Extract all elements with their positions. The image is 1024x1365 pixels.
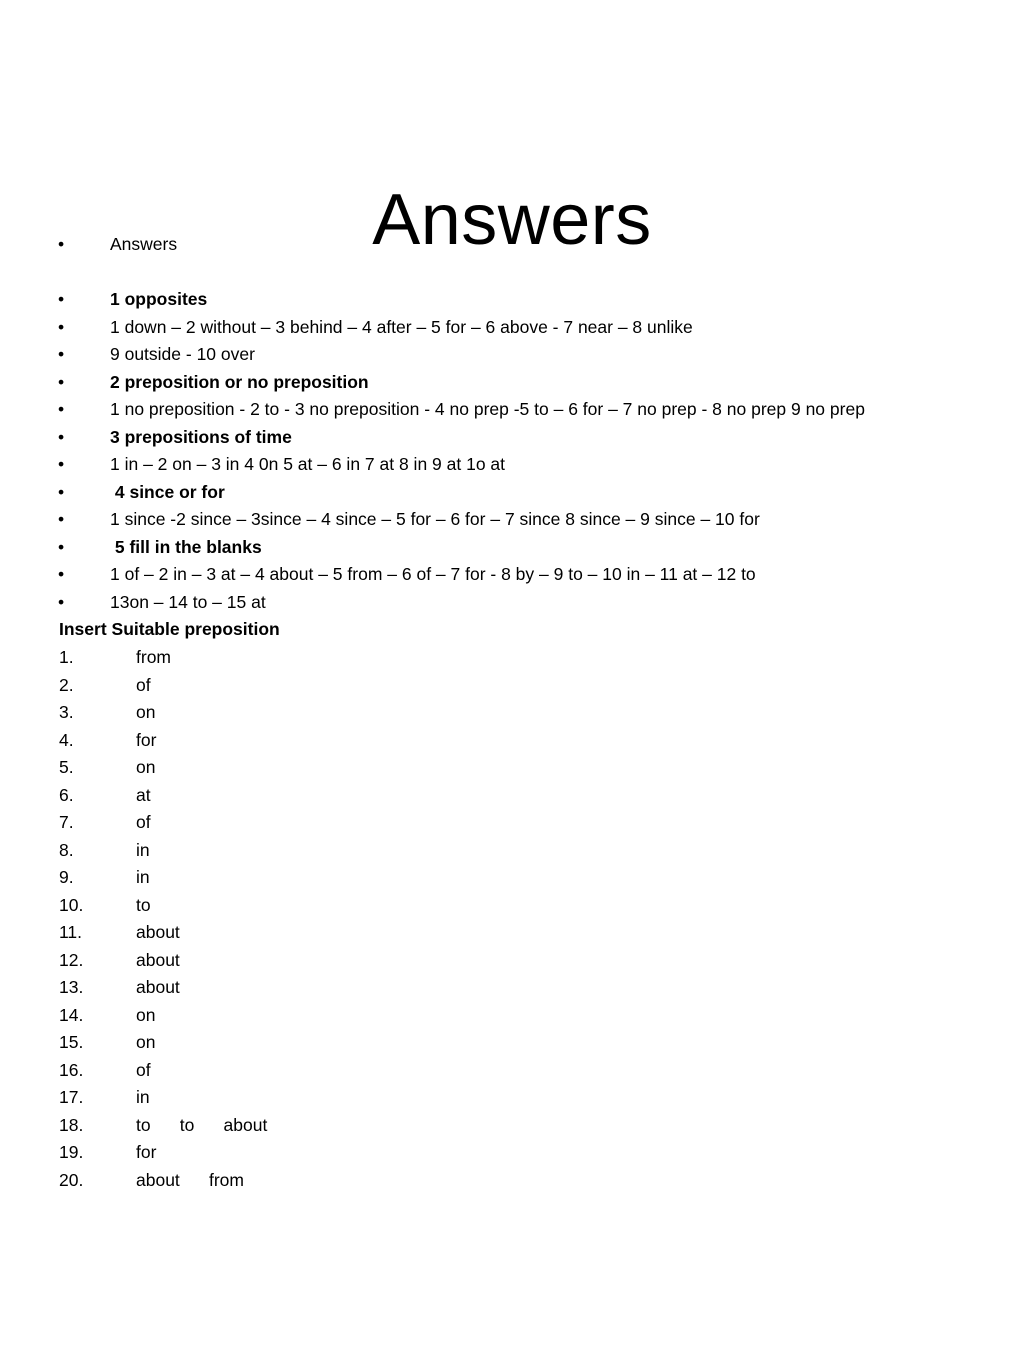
bullet-dot-icon: •: [58, 344, 65, 364]
item-number: 15.: [59, 1032, 84, 1052]
item-number: 18.: [59, 1114, 84, 1135]
bullet-dot-icon: •: [58, 509, 65, 529]
item-answer: to to about: [136, 1114, 268, 1135]
item-number: 6.: [59, 784, 74, 805]
bullet-dot-icon: •: [58, 536, 65, 557]
bullet-dot-icon: •: [58, 591, 65, 612]
bullet-item-since-for-answers: [58, 506, 1008, 534]
bullet-item-heading-opposites: [58, 286, 1008, 314]
answers-bullet-list: [58, 231, 1008, 616]
bullet-dot-icon: •: [58, 454, 65, 474]
item-answer: from: [136, 647, 171, 667]
bullet-text: 1 in – 2 on – 3 in 4 0n 5 at – 6 in 7 at 8 in 9 at 1o at: [110, 454, 506, 474]
bullet-text: 1 down – 2 without – 3 behind – 4 after – 5 for – 6 above - 7 near – 8 unlike: [110, 316, 693, 337]
bullet-item-time-answers: [58, 451, 1008, 479]
item-answer: about: [136, 922, 180, 942]
bullet-item-fill-blanks-line-2: [58, 589, 1008, 617]
item-number: 10.: [59, 894, 84, 915]
item-answer: about: [136, 949, 180, 970]
bullet-item-heading-preposition: [58, 369, 1008, 397]
item-answer: about: [136, 977, 180, 997]
bullet-dot-icon: •: [58, 234, 65, 254]
item-number: 9.: [59, 867, 74, 887]
bullet-item-opposites-line-1: [58, 314, 1008, 342]
bullet-text: 1 no preposition - 2 to - 3 no preposition - 4 no prep -5 to – 6 for – 7 no prep - 8 no prep 9 no prep: [110, 399, 865, 419]
bullet-item-fill-blanks-line-1: [58, 561, 1008, 589]
item-number: 19.: [59, 1142, 84, 1162]
item-answer: of: [136, 812, 151, 832]
item-answer: of: [136, 674, 151, 695]
item-answer: to: [136, 894, 151, 915]
item-answer: about from: [136, 1169, 244, 1190]
bullet-item-opposites-line-2: [58, 341, 1008, 369]
item-answer: at: [136, 784, 151, 805]
item-answer: on: [136, 757, 156, 777]
item-number: 5.: [59, 757, 74, 777]
bullet-item-heading-since-for: [58, 479, 1008, 507]
item-answer: of: [136, 1059, 151, 1080]
item-number: 7.: [59, 812, 74, 832]
item-number: 13.: [59, 977, 84, 997]
bullet-item-heading-time: [58, 424, 1008, 452]
bullet-dot-icon: •: [58, 481, 65, 502]
bullet-dot-icon: •: [58, 289, 65, 309]
item-number: 16.: [59, 1059, 84, 1080]
bullet-text: 13on – 14 to – 15 at: [110, 591, 266, 612]
page-title: Answers: [372, 180, 652, 261]
item-answer: for: [136, 729, 157, 750]
item-number: 3.: [59, 702, 74, 722]
section-heading-opposites: 1 opposites: [110, 289, 208, 309]
bullet-item-answers: [58, 231, 1008, 259]
section-heading-since-for: 4 since or for: [110, 481, 225, 502]
bullet-item-preposition-answers: [58, 396, 1008, 424]
section-heading-fill-blanks: 5 fill in the blanks: [110, 536, 262, 557]
bullet-dot-icon: •: [58, 316, 65, 337]
bullet-dot-icon: •: [58, 564, 65, 584]
bullet-text: 1 of – 2 in – 3 at – 4 about – 5 from – 6 of – 7 for - 8 by – 9 to – 10 in – 11 at – 12 to: [110, 564, 756, 584]
section-heading-time: 3 prepositions of time: [110, 426, 292, 447]
item-number: 17.: [59, 1087, 84, 1107]
item-number: 14.: [59, 1004, 84, 1025]
item-answer: on: [136, 1004, 156, 1025]
item-number: 4.: [59, 729, 74, 750]
bullet-text: Answers: [110, 234, 178, 254]
insert-section-heading: Insert Suitable preposition: [59, 619, 280, 639]
bullet-item-heading-fill-blanks: [58, 534, 1008, 562]
bullet-dot-icon: •: [58, 371, 65, 392]
item-answer: for: [136, 1142, 157, 1162]
item-number: 1.: [59, 647, 74, 667]
bullet-text: 1 since -2 since – 3since – 4 since – 5 for – 6 for – 7 since 8 since – 9 since – 10 for: [110, 509, 760, 529]
bullet-dot-icon: •: [58, 399, 65, 419]
item-number: 8.: [59, 839, 74, 860]
item-number: 12.: [59, 949, 84, 970]
item-number: 11.: [59, 922, 83, 942]
item-answer: in: [136, 867, 150, 887]
section-heading-preposition: 2 preposition or no preposition: [110, 371, 369, 392]
item-answer: in: [136, 1087, 150, 1107]
bullet-dot-icon: •: [58, 426, 65, 447]
item-answer: in: [136, 839, 150, 860]
bullet-text: 9 outside - 10 over: [110, 344, 255, 364]
item-number: 2.: [59, 674, 74, 695]
item-answer: on: [136, 702, 156, 722]
item-answer: on: [136, 1032, 156, 1052]
item-number: 20.: [59, 1169, 84, 1190]
